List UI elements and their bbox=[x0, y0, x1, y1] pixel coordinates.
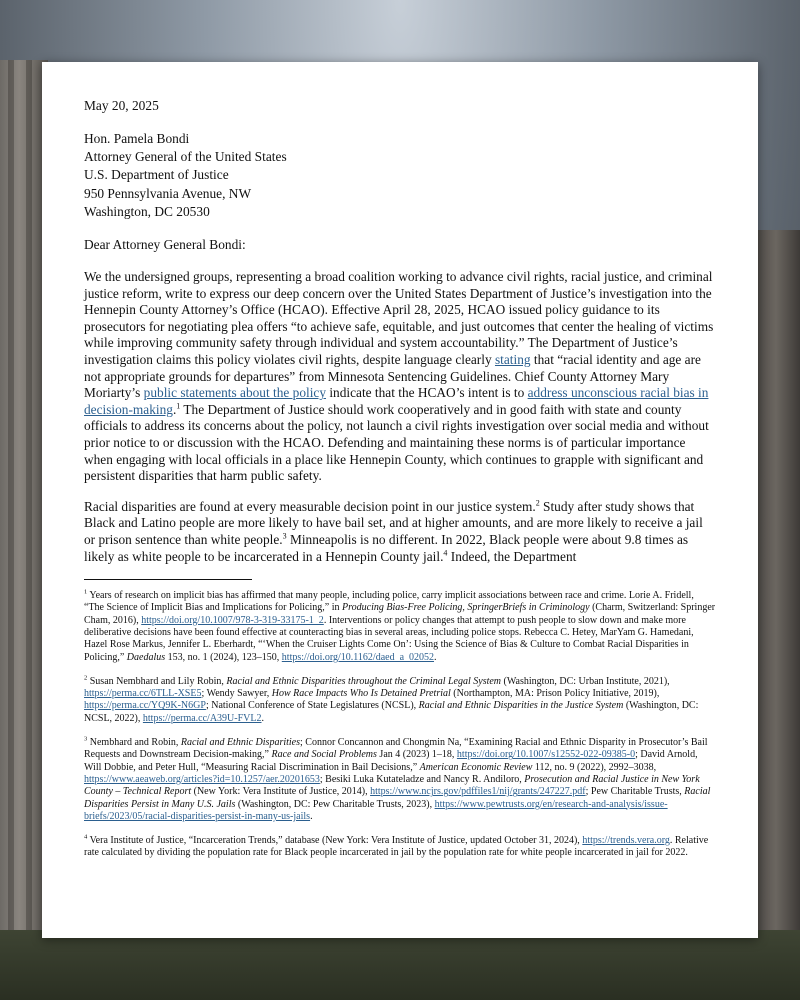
address-line: U.S. Department of Justice bbox=[84, 167, 229, 183]
footnote-4: $^4$ Vera Institute of Justice, “Incarceration Trends,” database (New York: Vera Institute of Justice, updated October 31, 2024), https://trends.vera.org. Relative rate calculated by dividing the population rate for Black people incarcerated in jail by the population rate for white people incarcerated in jail for 2022. bbox=[84, 833, 709, 859]
background-building-right bbox=[752, 230, 800, 1000]
footnote-link[interactable]: https://perma.cc/6TLL-XSE5 bbox=[84, 688, 202, 700]
unconscious-bias-link[interactable]: address unconscious racial bias in decision-making bbox=[84, 385, 709, 417]
footnote-3: $^3$ Nembhard and Robin, Racial and Ethnic Disparities; Connor Concannon and Chongmin Na, “Examining Racial and Ethnic Disparity in Prosecutor’s Bail Requests and Downstream Decision-making,” Race and Social Problems Jan 4 (2023) 1–18, https://doi.org/10.1007/s12552-022-09385-0; David Arnold, Will Dobbie, and Peter Hull, “Measuring Racial Discrimination in Bail Decisions,” American Economic Review 112, no. 9 (2022), 2992–3038, https://www.aeaweb.org/articles?id=10.1257/aer.20201653; Besiki Luka Kutateladze and Nancy R. Andiloro, Prosecution and Racial Justice in New York County – Technical Report (New York: Vera Institute of Justice, 2014), https://www.ncjrs.gov/pdffiles1/nij/grants/247227.pdf; Pew Charitable Trusts, Racial Disparities Persist in Many U.S. Jails (Washington, DC: Pew Charitable Trusts, 2023), https://www.pewtrusts.org/en/research-and-analysis/issue-briefs/2023/05/racial-disparities-persist-in-many-us-jails. bbox=[84, 735, 711, 822]
footnote-1: $^1$ Years of research on implicit bias has affirmed that many people, including police, carry implicit associations between race and crime. Lorie A. Fridell, “The Science of Implicit Bias and Implications for Policing,” in Producing Bias-Free Policing, SpringerBriefs in Criminology (Charm, Switzerland: Springer Cham, 2016), https://doi.org/10.1007/978-3-319-33175-1_2. Interventions or policy changes that attempt to push people to slow down and make more deliberative decisions have been found effective at counteracting bias in several areas, including police stops. Rebecca C. Hetey, MarYam G. Hamedani, Hazel Rose Markus, Jennifer L. Eberhardt, “‘When the Cruiser Lights Come On’: Using the Science of Bias & Culture to Combat Racial Disparities in Policing,” Daedalus 153, no. 1 (2024), 123–150, https://doi.org/10.1162/daed_a_02052. bbox=[84, 588, 716, 663]
address-line: 950 Pennsylvania Avenue, NW bbox=[84, 185, 252, 201]
footnote-2: $^2$ Susan Nembhard and Lily Robin, Racial and Ethnic Disparities throughout the Criminal Legal System (Washington, DC: Urban Institute, 2021), https://perma.cc/6TLL-XSE5; Wendy Sawyer, How Race Impacts Who Is Detained Pretrial (Northampton, MA: Prison Policy Initiative, 2019), https://perma.cc/YQ9K-N6GP; National Conference of State Legislatures (NCSL), Racial and Ethnic Disparities in the Justice System (Washington, DC: NCSL, 2022), https://perma.cc/A39U-FVL2. bbox=[84, 674, 699, 724]
background-trees bbox=[0, 930, 800, 1000]
body-paragraph-2: Racial disparities are found at every measurable decision point in our justice system.$^2$ Study after study shows that Black and Latino people are more likely to have bail set, and at higher amounts, and are more likely to receive a jail or prison sentence than white people.$^3$ Minneapolis is no different. In 2022, Black people were about 9.8 times as likely as white people to be incarcerated in a Hennepin County jail.$^4$ Indeed, the Department bbox=[84, 498, 703, 564]
public-statements-link[interactable]: public statements about the policy bbox=[143, 385, 326, 401]
footnote-divider bbox=[84, 579, 252, 580]
address-line: Attorney General of the United States bbox=[84, 149, 287, 165]
footnote-link[interactable]: https://www.ncjrs.gov/pdffiles1/nij/grants/247227.pdf bbox=[370, 786, 586, 798]
salutation: Dear Attorney General Bondi: bbox=[84, 237, 246, 253]
address-line: Hon. Pamela Bondi bbox=[84, 131, 190, 146]
address-line: Washington, DC 20530 bbox=[84, 203, 210, 219]
letter-date: May 20, 2025 bbox=[84, 98, 159, 113]
footnote-link[interactable]: https://doi.org/10.1007/978-3-319-33175-1_2 bbox=[141, 614, 324, 626]
footnote-link[interactable]: https://www.pewtrusts.org/en/research-and-analysis/issue-briefs/2023/05/racial-disparities-persist-in-many-us-jails bbox=[84, 798, 668, 822]
recipient-address bbox=[84, 130, 716, 221]
footnote-ref: 1 bbox=[176, 401, 181, 411]
footnote-link[interactable]: https://perma.cc/A39U-FVL2 bbox=[142, 712, 262, 724]
letter-page bbox=[42, 62, 758, 938]
footnote-link[interactable]: https://doi.org/10.1007/s12552-022-09385-0 bbox=[456, 749, 636, 761]
footnote-ref: 3 bbox=[282, 531, 287, 541]
footnote-link[interactable]: https://trends.vera.org bbox=[582, 835, 670, 847]
body-paragraph-1: We the undersigned groups, representing a broad coalition working to advance civil rights, racial justice, and criminal justice reform, write to express our deep concern over the United States Department of Justice’s investigation into the Hennepin County Attorney’s Office (HCAO). Effective April 28, 2025, HCAO issued policy guidance to its prosecutors for negotiating plea offers “to achieve safe, equitable, and just outcomes that center the healing of victims while improving community safety through individual and system accountability.” The Department of Justice’s investigation claims this policy violates civil rights, despite language clearly stating that “racial identity and age are not appropriate grounds for departures” from Minnesota Sentencing Guidelines. Chief County Attorney Mary Moriarty’s public statements about the policy indicate that the HCAO’s intent is to address unconscious racial bias in decision-making.$^1$ The Department of Justice should work cooperatively and in good faith with state and county officials to address its concerns about the policy, not launch a civil rights investigation over social media and without prior notice to or discussion with the HCAO. Defending and maintaining these norms is of particular importance when engaging with local officials in a place like Hennepin County, which continues to grapple with significant and persistent disparities that harm public safety. bbox=[84, 269, 714, 484]
background-building-left bbox=[0, 60, 48, 1000]
footnote-link[interactable]: https://doi.org/10.1162/daed_a_02052 bbox=[281, 651, 435, 663]
stating-link[interactable]: stating bbox=[494, 351, 531, 367]
footnote-link[interactable]: https://www.aeaweb.org/articles?id=10.1257/aer.20201653 bbox=[84, 773, 320, 785]
footnote-ref: 2 bbox=[535, 498, 540, 508]
footnote-link[interactable]: https://perma.cc/YQ9K-N6GP bbox=[84, 700, 206, 712]
footnote-ref: 4 bbox=[443, 548, 448, 558]
